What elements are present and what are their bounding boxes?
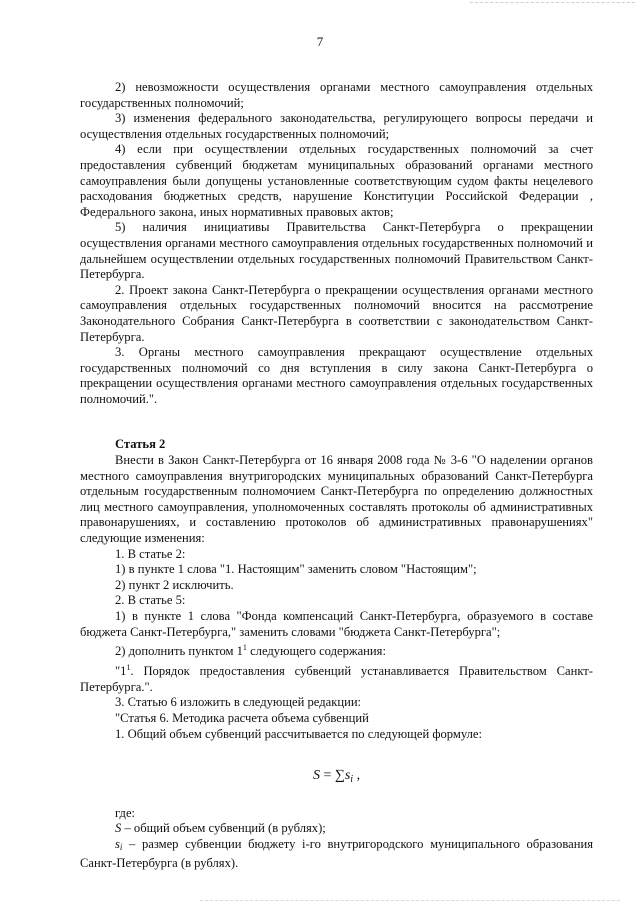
paragraph: "Статья 6. Методика расчета объема субвенций: [115, 710, 369, 725]
superscript: 1: [126, 662, 131, 672]
paragraph: 2) невозможности осуществления органами местного самоуправления отдельных государственных полномочий;: [80, 80, 593, 110]
definition-text: – размер субвенции бюджету i-го внутригородского муниципального образования Санкт-Петербурга (в рублях).: [80, 836, 593, 870]
paragraph: 5) наличия инициативы Правительства Санкт-Петербурга о прекращении осуществления органами местного самоуправления отдельных государственных полномочий и дальнейшем осуществлении отдельных государственных полномочий Правительством Санкт-Петербурга.: [80, 220, 593, 282]
supplement-line-text: следующего содержания:: [246, 644, 386, 659]
paragraph: 3) изменения федерального законодательства, регулирующего вопросы передачи и осуществления отдельных государственных полномочий;: [80, 111, 593, 141]
paragraph: 1. Общий объем субвенций рассчитывается по следующей формуле:: [115, 726, 482, 741]
definition-text: – общий объем субвенций (в рублях);: [121, 821, 326, 836]
formula-index: i: [350, 774, 354, 786]
paragraph: 3. Статью 6 изложить в следующей редакции:: [115, 695, 362, 710]
superscript: 1: [242, 643, 247, 653]
definition-index: i: [119, 841, 123, 852]
document-body: [80, 80, 593, 871]
supplement-text: . Порядок предоставления субвенций устанавливается Правительством Санкт-Петербурга.".: [80, 664, 593, 694]
formula: [80, 768, 593, 788]
definition-symbol: s: [115, 836, 120, 851]
scan-artifact-line: [200, 900, 620, 902]
paragraph-supplement: [80, 640, 593, 660]
paragraph: 4) если при осуществлении отдельных государственных полномочий за счет предоставления субвенций бюджетам муниципальных образований органами местного самоуправления были допущены установленные соответствующим судом факты нецелевого расходования бюджетных средств, нарушение Конституции Российской Федерации , Федерального закона, иных нормативных правовых актов;: [80, 142, 593, 219]
article-heading: Статья 2: [115, 437, 166, 452]
paragraph-supplement-text: [80, 660, 593, 695]
paragraph: 1. В статье 2:: [115, 546, 186, 561]
paragraph: 2. Проект закона Санкт-Петербурга о прекращении осуществления органами местного самоуправления отдельных государственных полномочий вносится на рассмотрение Законодательного Собрания Санкт-Петербурга в соответствии с законодательством Санкт-Петербурга.: [80, 282, 593, 344]
definition-symbol: S: [115, 821, 122, 836]
page-number: 7: [316, 34, 324, 49]
paragraph: 2. В статье 5:: [115, 593, 186, 608]
formula-term: s: [344, 768, 351, 784]
paragraph: Внести в Закон Санкт-Петербурга от 16 января 2008 года № 3-6 "О наделении органов местного самоуправления внутригородских муниципальных образований Санкт-Петербурга отдельным государственным полномочием Санкт-Петербурга по определению должностных лиц местного самоуправления, уполномоченных составлять протоколы об административных правонарушениях, и составлению протоколов об административных правонарушениях" следующие изменения:: [80, 453, 593, 546]
formula-lhs: S: [312, 768, 320, 784]
definition: [80, 837, 593, 871]
paragraph: 2) пункт 2 исключить.: [115, 577, 234, 592]
formula-tail: ,: [353, 768, 361, 784]
spacer: [80, 422, 593, 437]
where-label: где:: [115, 805, 136, 820]
supplement-text: "1: [115, 664, 127, 679]
supplement-line-text: 2) дополнить пунктом 1: [115, 644, 243, 659]
formula-equals: =: [319, 768, 335, 784]
definition: [80, 821, 593, 837]
paragraph: 1) в пункте 1 слова "1. Настоящим" заменить словом "Настоящим";: [115, 562, 477, 577]
paragraph: 1) в пункте 1 слова "Фонда компенсаций Санкт-Петербурга, образуемого в составе бюджета Санкт-Петербурга," заменить словами "бюджета Санкт-Петербурга";: [80, 609, 593, 639]
scan-artifact-line: [470, 2, 635, 4]
paragraph: 3. Органы местного самоуправления прекращают осуществление отдельных государственных полномочий со дня вступления в силу закона Санкт-Петербурга о прекращении осуществления органами местного самоуправления отдельных государственных полномочий.".: [80, 345, 593, 406]
spacer: [80, 407, 593, 422]
sum-symbol: ∑: [334, 768, 345, 784]
